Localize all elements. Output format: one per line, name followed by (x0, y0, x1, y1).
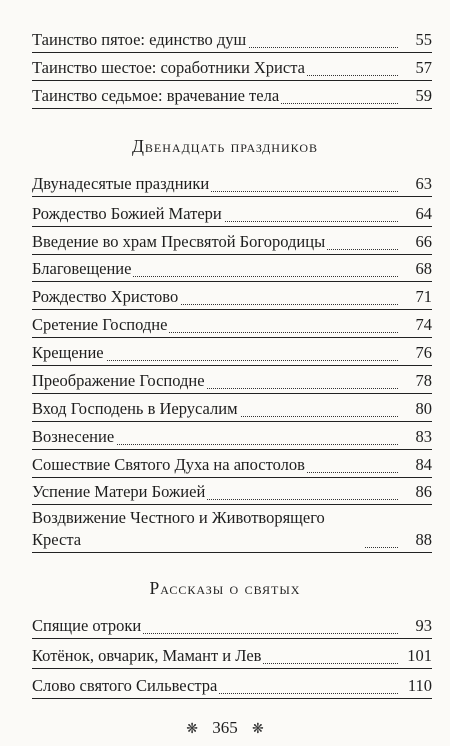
toc-entry-title: Благовещение (32, 259, 132, 278)
toc-entry[interactable] (32, 508, 432, 553)
toc-entry-page: 110 (407, 676, 432, 695)
toc-entry-page: 59 (415, 86, 432, 105)
toc-entry-page: 84 (415, 455, 432, 474)
toc-entry-title: Преображение Господне (32, 371, 205, 390)
toc-entry-page: 55 (415, 30, 432, 49)
toc-entry[interactable] (32, 676, 432, 699)
toc-entry[interactable] (32, 174, 432, 197)
toc-entry-page: 76 (415, 343, 432, 362)
toc-entry-page: 64 (415, 204, 432, 223)
toc-entry[interactable] (32, 399, 432, 422)
toc-entry[interactable] (32, 287, 432, 310)
page-number: 365 (212, 718, 238, 737)
ornament-star-icon: ❋ (252, 722, 264, 737)
toc-entry[interactable] (32, 455, 432, 478)
toc-entry[interactable] (32, 30, 432, 53)
toc-entry-title: Сошествие Святого Духа на апостолов (32, 455, 305, 474)
toc-entry-title: Таинство седьмое: врачевание тела (32, 86, 280, 105)
toc-entry-page: 78 (415, 371, 432, 390)
toc-entry[interactable] (32, 427, 432, 450)
toc-entry-page: 74 (415, 315, 432, 334)
toc-entry[interactable] (32, 58, 432, 81)
toc-entry[interactable] (32, 315, 432, 338)
toc-entry-page: 86 (415, 482, 432, 501)
toc-entry-title: Таинство пятое: единство душ (32, 30, 247, 49)
ornament-star-icon: ❋ (186, 722, 198, 737)
toc-entry[interactable] (32, 204, 432, 227)
toc-entry[interactable] (32, 86, 432, 109)
toc-entry-title: Рождество Христово (32, 287, 179, 306)
toc-entry-page: 66 (415, 232, 432, 251)
toc-entry-title: Вход Господень в Иерусалим (32, 399, 238, 418)
toc-entry-title: Котёнок, овчарик, Мамант и Лев (32, 646, 262, 665)
toc-entry-title: Слово святого Сильвестра (32, 676, 218, 695)
section-title-saints: Рассказы о святых (149, 578, 301, 598)
toc-entry-title: Успение Матери Божией (32, 482, 206, 501)
toc-entry-page: 88 (415, 530, 432, 549)
toc-entry-title: Воздвижение Честного и Животворящего Креста (32, 507, 364, 551)
toc-entry-title: Рождество Божией Матери (32, 204, 222, 223)
page-folio (0, 718, 450, 738)
toc-entry[interactable] (32, 482, 432, 505)
toc-entry-page: 93 (415, 616, 432, 635)
toc-entry-title: Спящие отроки (32, 616, 142, 635)
toc-entry-title: Таинство шестое: соработники Христа (32, 58, 305, 77)
toc-entry-title: Введение во храм Пресвятой Богородицы (32, 232, 326, 251)
toc-entry-title: Вознесение (32, 427, 115, 446)
section-title-holidays: Двенадцать праздников (131, 136, 318, 156)
toc-entry[interactable] (32, 232, 432, 255)
toc-entry-page: 63 (415, 174, 432, 193)
toc-entry-page: 71 (415, 287, 432, 306)
toc-entry[interactable] (32, 371, 432, 394)
toc-entry-page: 101 (407, 646, 432, 665)
toc-entry-page: 57 (415, 58, 432, 77)
toc-entry-title: Двунадесятые праздники (32, 174, 210, 193)
toc-entry[interactable] (32, 646, 432, 669)
toc-entry[interactable] (32, 343, 432, 366)
toc-entry-title: Сретение Господне (32, 315, 168, 334)
toc-entry-page: 80 (415, 399, 432, 418)
toc-entry[interactable] (32, 259, 432, 282)
toc-entry[interactable] (32, 616, 432, 639)
toc-entry-page: 68 (415, 259, 432, 278)
toc-entry-page: 83 (415, 427, 432, 446)
toc-entry-title: Крещение (32, 343, 104, 362)
